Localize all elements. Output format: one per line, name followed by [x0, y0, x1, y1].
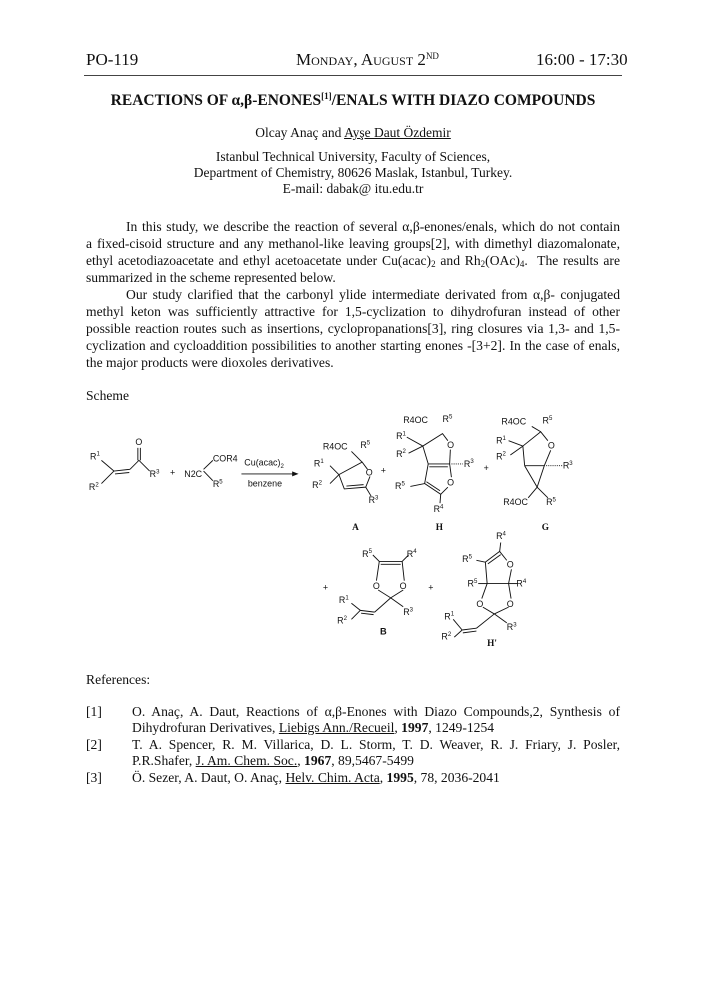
chem-label-o: O	[399, 580, 407, 591]
chem-label-o: O	[447, 477, 455, 488]
page-title	[84, 92, 622, 110]
journal: Liebigs Ann./Recueil	[278, 720, 395, 735]
chem-label-r2: $R^2$	[496, 451, 506, 462]
text: Dihydrofuran Derivatives,	[132, 720, 279, 735]
title-text: REACTIONS OF α,β-ENONES	[110, 92, 322, 109]
chem-label-r4oc: R4OC	[403, 414, 428, 425]
chem-label-r3: $R^3$	[506, 622, 517, 632]
body-line	[86, 253, 620, 269]
text: and Rh	[435, 253, 481, 268]
product-label-a: A	[352, 523, 359, 533]
text: P.R.Shafer,	[132, 753, 196, 768]
product-h-prime-structure	[441, 531, 526, 642]
chem-label-r1: $R^1$	[313, 458, 324, 469]
product-label-b: B	[380, 626, 387, 637]
product-label-h-prime: H'	[487, 639, 497, 650]
chem-label-o: O	[476, 598, 484, 609]
product-g-structure	[496, 416, 573, 507]
body-line: methyl keton was sufficiently attractive for 1,5-cyclization to dihydrofuran instead of other	[86, 304, 620, 319]
reference-number: [3]	[86, 770, 102, 785]
plus-sign: +	[322, 582, 329, 593]
year: 1995	[386, 770, 414, 785]
chem-label-r1: $R^1$	[90, 451, 100, 462]
header-rule	[84, 75, 622, 76]
product-a-structure	[312, 440, 379, 505]
plus-sign: +	[170, 467, 176, 478]
affiliation-line: Istanbul Technical University, Faculty of Sciences,	[215, 149, 491, 164]
chem-label-r4: $R^4$	[516, 578, 527, 589]
journal: J. Am. Chem. Soc.	[195, 753, 298, 768]
reference-text	[132, 753, 620, 769]
chem-label-r5: $R^5$	[467, 578, 478, 589]
chem-label-r2: $R^2$	[88, 482, 99, 492]
chem-label-o: O	[372, 580, 380, 591]
chem-label-r4: $R^4$	[406, 548, 417, 559]
text: . The results are	[524, 253, 620, 268]
product-label-h: H	[435, 523, 443, 533]
chem-label-r1: $R^1$	[396, 430, 406, 441]
chem-label-r5: $R^5$	[395, 480, 405, 491]
chem-label-r3: $R^3$	[463, 458, 474, 469]
chem-label-r4oc: R4OC	[322, 441, 348, 452]
text: ,	[379, 770, 387, 785]
chem-label-r5: $R^5$	[442, 414, 453, 425]
title-citation: [1]	[321, 91, 332, 101]
chem-label-r4oc: R4OC	[503, 497, 528, 507]
text: ,	[394, 720, 402, 735]
body-line: cyclization and cycloaddition possibilities to another starting enones -[3+2]. In the case of enals,	[86, 338, 620, 353]
text: Ö. Sezer, A. Daut, O. Anaç,	[132, 770, 286, 785]
plus-sign: +	[380, 465, 386, 476]
chem-label-r5: $R^5$	[212, 479, 223, 490]
plus-sign: +	[483, 463, 489, 474]
chem-label-o: O	[135, 437, 143, 447]
chem-label-o: O	[506, 598, 514, 609]
reaction-scheme	[80, 380, 640, 660]
diazo-structure	[184, 453, 237, 489]
chem-label-r5: $R^5$	[362, 548, 372, 559]
subscript: 2	[431, 259, 436, 269]
subscript: 2	[480, 259, 486, 269]
subscript: 4	[519, 259, 525, 269]
chem-label-r2: $R^2$	[337, 615, 347, 626]
text: (OAc)	[485, 253, 520, 268]
affiliation-line: Department of Chemistry, 80626 Maslak, Istanbul, Turkey.	[193, 165, 513, 180]
chem-label-r2: $R^2$	[396, 448, 406, 459]
chem-label-r4: $R^4$	[433, 504, 444, 515]
reaction-arrow	[241, 458, 298, 489]
reference-number: [2]	[86, 737, 102, 752]
chem-label-r3: $R^3$	[368, 495, 379, 506]
journal: Helv. Chim. Acta	[285, 770, 380, 785]
body-line: Our study clarified that the carbonyl ylide intermediate derivated from α,β- conjugated	[126, 287, 620, 302]
text: , 78, 2036-2041	[413, 770, 500, 785]
title-text-2: /ENALS WITH DIAZO COMPOUNDS	[331, 92, 596, 109]
chem-label-r4oc: R4OC	[501, 416, 527, 427]
chem-label-r1: $R^1$	[338, 595, 349, 606]
product-b-structure	[337, 549, 417, 626]
scheme-label: Scheme	[86, 388, 130, 403]
chem-label-r2: $R^2$	[312, 479, 322, 490]
references-heading: References:	[86, 672, 151, 687]
body-line: possible reaction routes such as insertions, cyclopropanations[3], ring closures via 1,3- and 1,5-	[86, 321, 620, 336]
body-line: In this study, we describe the reaction of several α,β-enones/enals, which do not contain	[126, 219, 620, 234]
reference-text	[132, 720, 620, 736]
body-line: summarized in the scheme represented below.	[86, 270, 336, 285]
chem-label-r5: $R^5$	[542, 415, 553, 426]
text: , 1249-1254	[428, 720, 495, 735]
chem-label-o: O	[547, 440, 555, 451]
text: ethyl acetodiazoacetate and ethyl acetoacetate under Cu(acac)	[86, 253, 432, 268]
chem-label-r1: $R^1$	[496, 435, 506, 446]
session-day-text: Monday, August 2	[296, 50, 426, 69]
text: , 89,5467-5499	[331, 753, 414, 768]
product-h-structure	[395, 414, 474, 514]
chem-label-cor4: COR4	[212, 453, 238, 464]
body-line: the major products were dioxoles derivatives.	[86, 355, 334, 370]
chem-label-o: O	[365, 467, 373, 478]
chem-label-o: O	[506, 559, 514, 570]
chem-label-r5: $R^5$	[360, 439, 371, 450]
chem-label-r4: $R^4$	[496, 530, 506, 541]
chem-label-r2: $R^2$	[441, 631, 452, 642]
email: E-mail: dabak@ itu.edu.tr	[282, 181, 424, 196]
body-line: a fixed-cisoid structure and any methanol-like leaving groups[2], with dimethyl diazomalonate,	[86, 236, 620, 251]
product-label-g: G	[541, 523, 550, 533]
reference-text: O. Anaç, A. Daut, Reactions of α,β-Enones with Diazo Compounds,2, Synthesis of	[132, 704, 620, 719]
solvent-label: benzene	[247, 478, 283, 489]
presenting-author: Ayşe Daut Özdemir	[344, 125, 451, 140]
text: ,	[297, 753, 305, 768]
reference-text	[132, 770, 620, 786]
reference-text: T. A. Spencer, R. M. Villarica, D. L. Storm, T. D. Weaver, R. J. Friary, J. Posler,	[132, 737, 620, 752]
chem-label-n2c: N2C	[184, 469, 203, 480]
reference-number: [1]	[86, 704, 102, 719]
session-day	[296, 50, 439, 70]
authors	[84, 125, 622, 141]
catalyst-label: $Cu(acac)_2$	[244, 457, 284, 470]
chem-label-r3: $R^3$	[403, 607, 414, 617]
chem-label-r1: $R^1$	[444, 611, 455, 622]
author: Olcay Anaç and	[255, 125, 345, 140]
enone-structure	[89, 437, 160, 492]
year: 1967	[304, 753, 332, 768]
plus-sign: +	[428, 582, 434, 593]
chem-label-r3: $R^3$	[562, 460, 573, 471]
year: 1997	[401, 720, 429, 735]
chem-label-r3: $R^3$	[149, 469, 160, 480]
chem-label-r5: $R^5$	[546, 497, 556, 507]
poster-code: PO-119	[86, 50, 139, 69]
session-time: 16:00 - 17:30	[536, 50, 628, 69]
chem-label-r5: $R^5$	[462, 554, 472, 565]
chem-label-o: O	[447, 439, 455, 450]
day-ordinal: ND	[425, 51, 439, 61]
